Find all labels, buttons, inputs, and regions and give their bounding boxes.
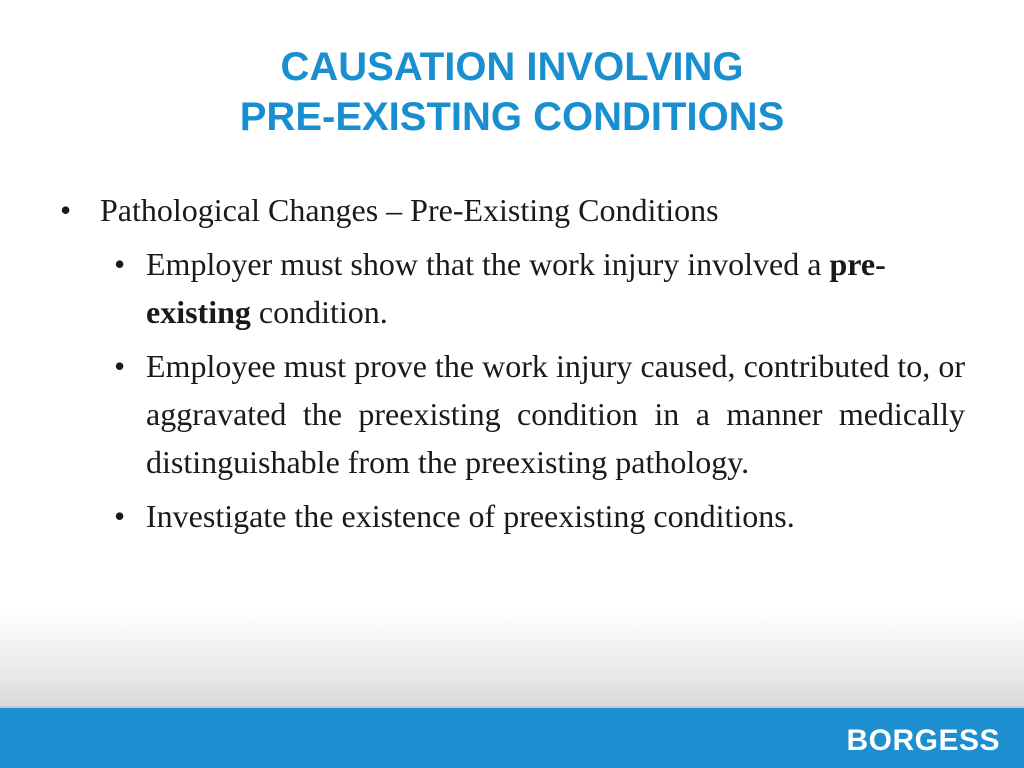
bullet-dot-icon: • <box>114 348 126 384</box>
bullet-level2 <box>114 342 965 486</box>
slide-body <box>60 186 965 546</box>
bullet-text-bold: pre-existing <box>146 246 886 330</box>
bullet-text: Investigate the existence of preexisting conditions. <box>146 498 795 534</box>
borgess-logo: BORGESS <box>846 724 1000 757</box>
slide-title <box>0 42 1024 142</box>
bullet-level1 <box>60 186 965 234</box>
bullet-dot-icon: • <box>60 192 72 228</box>
bullet-level2 <box>114 240 965 336</box>
footer-gradient <box>0 610 1024 710</box>
bullet-text-start: Employer must show that the work injury involved a <box>146 246 830 282</box>
bullet-level2 <box>114 492 965 540</box>
title-line-2: PRE-EXISTING CONDITIONS <box>239 95 785 139</box>
bullet-text: Employee must prove the work injury caused, contributed to, or aggravated the preexisting condition in a manner medically distinguishable from the preexisting pathology. <box>146 348 965 480</box>
title-line-1: CAUSATION INVOLVING <box>280 45 744 89</box>
bullet-text-end: condition. <box>250 294 388 330</box>
bullet-dot-icon: • <box>114 246 126 282</box>
bullet-dot-icon: • <box>114 498 126 534</box>
bullet-text: Pathological Changes – Pre-Existing Conditions <box>100 192 719 228</box>
